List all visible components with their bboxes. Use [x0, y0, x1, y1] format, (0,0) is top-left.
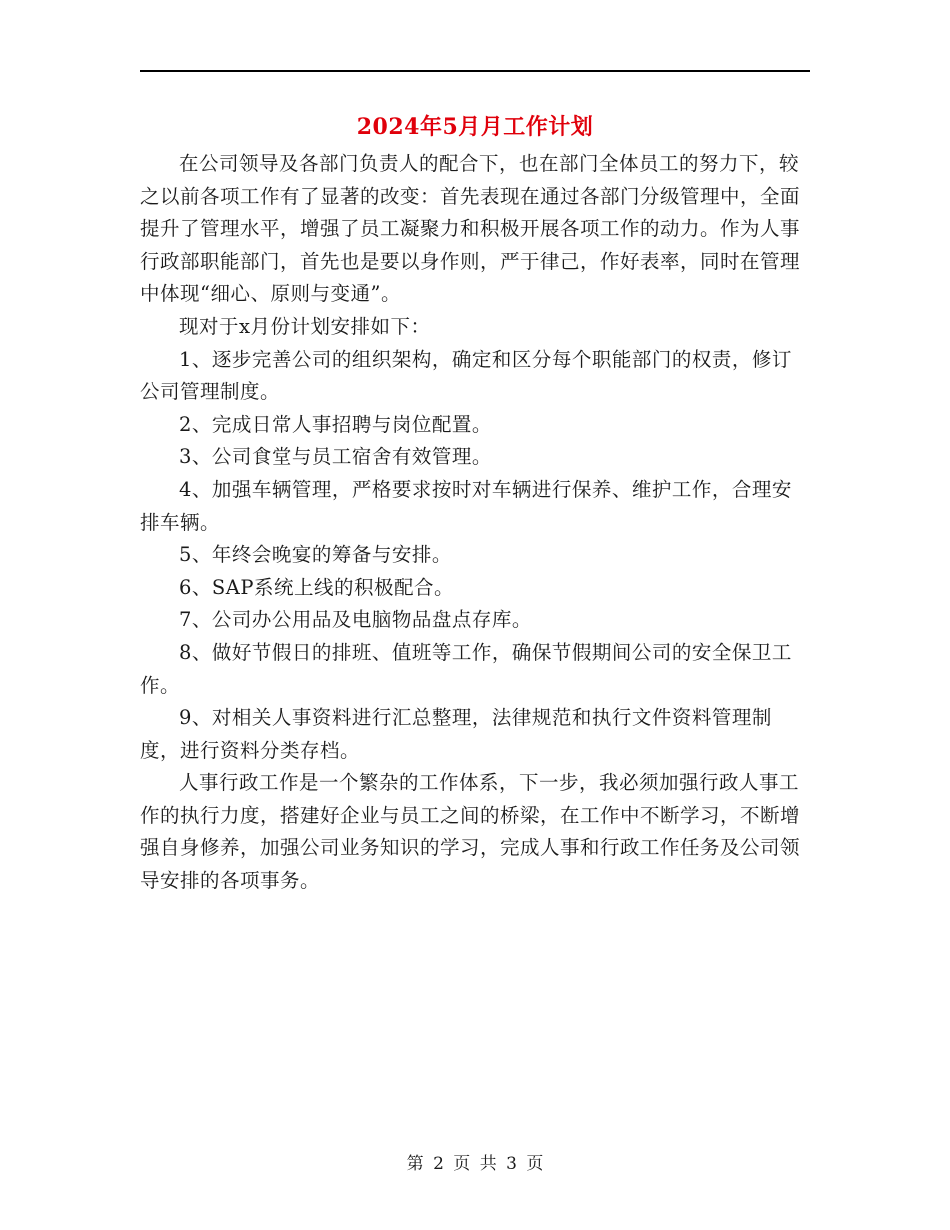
page-number-footer: 第 2 页 共 3 页 [406, 1154, 544, 1174]
document-body [140, 148, 810, 898]
plan-item-9: 9、对相关人事资料进行汇总整理，法律规范和执行文件资料管理制度，进行资料分类存档。 [140, 706, 772, 762]
plan-item-3: 3、公司食堂与员工宿舍有效管理。 [179, 445, 492, 469]
plan-item-7: 7、公司办公用品及电脑物品盘点存库。 [179, 608, 532, 632]
plan-item-2: 2、完成日常人事招聘与岗位配置。 [179, 412, 492, 436]
plan-item-8: 8、做好节假日的排班、值班等工作，确保节假期间公司的安全保卫工作。 [140, 640, 792, 697]
plan-item-6: 6、SAP系统上线的积极配合。 [179, 575, 454, 599]
plan-item-1: 1、逐步完善公司的组织架构，确定和区分每个职能部门的权责，修订公司管理制度。 [140, 347, 792, 404]
plan-item-4: 4、加强车辆管理，严格要求按时对车辆进行保养、维护工作，合理安排车辆。 [140, 477, 792, 534]
paragraph-plan-lead: 现对于x月份计划安排如下： [179, 314, 431, 338]
paragraph-conclusion: 人事行政工作是一个繁杂的工作体系，下一步，我必须加强行政人事工作的执行力度，搭建好企业与员工之间的桥梁，在工作中不断学习，不断增强自身修养，加强公司业务知识的学习，完成人事和行政工作任务及公司领导安排的各项事务。 [140, 771, 801, 893]
document-title: 2024年5月月工作计划 [356, 114, 594, 140]
paragraph-intro: 在公司领导及各部门负责人的配合下，也在部门全体员工的努力下，较之以前各项工作有了显著的改变：首先表现在通过各部门分级管理中，全面提升了管理水平，增强了员工凝聚力和积极开展各项工作的动力。作为人事行政部职能部门，首先也是要以身作则，严于律己，作好表率，同时在管理中体现“细心、原则与变通”。 [140, 152, 801, 306]
header-rule [140, 70, 810, 72]
plan-item-5: 5、年终会晚宴的筹备与安排。 [179, 543, 452, 567]
